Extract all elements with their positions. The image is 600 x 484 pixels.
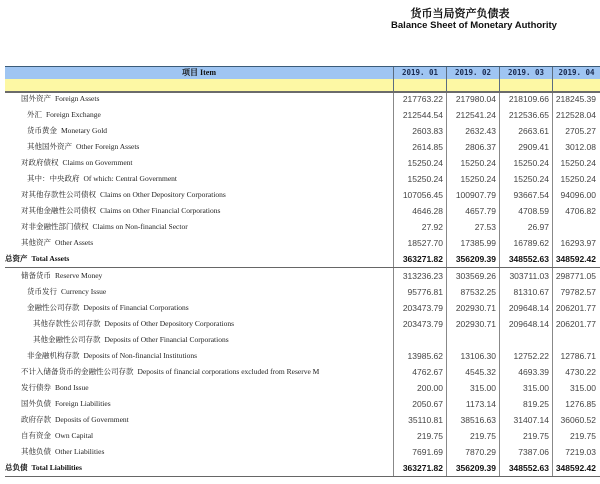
row-label-cn: 发行债券: [21, 383, 51, 392]
column-header-2019-02: [446, 67, 499, 91]
cell-value: 12752.22: [513, 351, 549, 361]
row-label-en: Claims on Other Depository Corporations: [100, 190, 226, 199]
row-label-en: Of which: Central Government: [83, 174, 178, 183]
table-row: [5, 123, 600, 139]
row-label-en: Currency Issue: [61, 287, 107, 296]
cell-value: 819.25: [523, 399, 549, 409]
row-label: [33, 316, 234, 332]
table-row: [5, 300, 600, 316]
row-label-en: Deposits of Government: [55, 415, 129, 424]
cell-value: 3012.08: [565, 142, 596, 152]
cell-value: 315.00: [523, 383, 549, 393]
row-label-en: Bond Issue: [55, 383, 89, 392]
cell-value: [393, 332, 443, 348]
cell-value: 12786.71: [560, 351, 596, 361]
row-label-cn: 对非金融性部门债权: [21, 222, 89, 231]
cell-value: [499, 332, 549, 348]
cell-value: 107056.45: [402, 190, 443, 200]
column-header-label: 2019. 02: [454, 68, 492, 77]
row-label-en: Deposits of Other Depository Corporations: [104, 319, 235, 328]
table-row: [5, 396, 600, 412]
row-label-cn: 储备货币: [21, 271, 51, 280]
row-label: [27, 139, 139, 155]
cell-value: 95776.81: [407, 287, 443, 297]
row-label: [21, 396, 111, 412]
cell-value: 303569.26: [455, 271, 496, 281]
cell-value: 1173.14: [465, 399, 496, 409]
cell-value: 2614.85: [412, 142, 443, 152]
cell-value: 81310.67: [513, 287, 549, 297]
row-label: [27, 107, 101, 123]
cell-value: 18527.70: [407, 238, 443, 248]
cell-value: 348592.42: [555, 254, 596, 264]
table-row: [5, 364, 600, 380]
cell-value: 212528.04: [555, 110, 596, 120]
cell-value: 93667.54: [513, 190, 549, 200]
row-label-cn: 自有资金: [21, 431, 51, 440]
row-label-cn: 其他存款性公司存款: [33, 319, 101, 328]
table-row: [5, 235, 600, 251]
table-row: [5, 348, 600, 364]
table-row: [5, 332, 600, 348]
table-row: [5, 428, 600, 444]
cell-value: 356209.39: [455, 463, 496, 473]
table-row: [5, 171, 600, 187]
row-label: [21, 380, 89, 396]
cell-value: 363271.82: [402, 463, 443, 473]
cell-value: 200.00: [417, 383, 443, 393]
cell-value: 7691.69: [412, 447, 443, 457]
row-label-en: Reserve Money: [55, 271, 103, 280]
column-header-label: 2019. 04: [558, 68, 595, 77]
cell-value: 15250.24: [407, 158, 443, 168]
cell-value: 1276.85: [565, 399, 596, 409]
row-label: [21, 444, 104, 460]
row-label-cn: 总负债: [5, 463, 28, 472]
row-label: [21, 187, 226, 203]
cell-value: [546, 332, 596, 348]
cell-value: 79782.57: [560, 287, 596, 297]
row-label-en: Deposits of Non-financial Institutions: [83, 351, 198, 360]
cell-value: 17385.99: [460, 238, 496, 248]
row-label: [27, 300, 189, 316]
row-label: [21, 155, 133, 171]
cell-value: 219.75: [470, 431, 496, 441]
cell-value: 27.92: [421, 222, 443, 232]
row-label-cn: 金融性公司存款: [27, 303, 80, 312]
row-label: [21, 219, 188, 235]
cell-value: 219.75: [523, 431, 549, 441]
column-header-label: 2019. 03: [507, 68, 545, 77]
cell-value: 206201.77: [555, 303, 596, 313]
cell-value: 315.00: [570, 383, 596, 393]
cell-value: 217763.22: [402, 94, 443, 104]
cell-value: 94096.00: [560, 190, 596, 200]
cell-value: 4693.39: [518, 367, 549, 377]
row-label-cn: 对其他金融性公司债权: [21, 206, 96, 215]
row-label-en: Other Assets: [55, 238, 94, 247]
cell-value: 212541.24: [455, 110, 496, 120]
row-label-cn: 不计入储备货币的金融性公司存款: [21, 367, 134, 376]
row-label-cn: 货币发行: [27, 287, 57, 296]
cell-value: 206201.77: [555, 319, 596, 329]
row-label: [21, 91, 99, 107]
row-label: [21, 235, 93, 251]
cell-value: 35110.81: [408, 415, 443, 425]
row-label-cn: 其他资产: [21, 238, 51, 247]
row-label: [27, 171, 177, 187]
cell-value: 202930.71: [455, 319, 496, 329]
cell-value: 348552.63: [508, 463, 549, 473]
row-label-en: Deposits of Other Financial Corporations: [104, 335, 229, 344]
cell-value: 4545.32: [465, 367, 496, 377]
row-label-en: Total Assets: [31, 254, 70, 263]
column-header-2019-01: [393, 67, 446, 91]
cell-value: 4706.82: [565, 206, 596, 216]
cell-value: 15250.24: [560, 174, 596, 184]
row-label-en: Foreign Exchange: [46, 110, 101, 119]
cell-value: 7870.29: [465, 447, 496, 457]
row-label-cn: 其中：中央政府: [27, 174, 80, 183]
cell-value: 15250.24: [460, 174, 496, 184]
row-label-en: Deposits of financial corporations excluded from Reserve M: [137, 367, 320, 376]
cell-value: 2050.67: [412, 399, 443, 409]
column-header-2019-03: [499, 67, 552, 91]
row-label-cn: 对政府债权: [21, 158, 59, 167]
cell-value: 203473.79: [402, 303, 443, 313]
cell-value: 356209.39: [455, 254, 496, 264]
cell-value: 2705.27: [565, 126, 596, 136]
cell-value: [546, 219, 596, 235]
row-label: [21, 412, 129, 428]
cell-value: 363271.82: [402, 254, 443, 264]
cell-value: 209648.14: [508, 319, 549, 329]
page-title-cn: 货币当局资产负债表: [410, 7, 510, 20]
assets-liabilities-divider: [5, 267, 600, 268]
row-label-cn: 政府存款: [21, 415, 51, 424]
table-row: [5, 316, 600, 332]
cell-value: 15250.24: [513, 174, 549, 184]
row-label-cn: 总资产: [5, 254, 28, 263]
cell-value: 2909.41: [518, 142, 549, 152]
row-label-en: Deposits of Financial Corporations: [83, 303, 189, 312]
cell-value: 218245.39: [555, 94, 596, 104]
cell-value: 313236.23: [402, 271, 443, 281]
cell-value: 218109.66: [508, 94, 549, 104]
row-label-cn: 外汇: [27, 110, 42, 119]
cell-value: 348592.42: [555, 463, 596, 473]
cell-value: 202930.71: [455, 303, 496, 313]
cell-value: 100907.79: [455, 190, 496, 200]
page-title-en: Balance Sheet of Monetary Authority: [391, 20, 557, 31]
cell-value: 2663.61: [518, 126, 549, 136]
row-label-cn: 国外资产: [21, 94, 51, 103]
cell-value: 31407.14: [513, 415, 549, 425]
cell-value: 36060.52: [560, 415, 596, 425]
cell-value: 26.97: [527, 222, 549, 232]
table-row: [5, 251, 600, 267]
cell-value: 15250.24: [560, 158, 596, 168]
cell-value: 4708.59: [518, 206, 549, 216]
table-row: [5, 203, 600, 219]
row-label-en: Other Foreign Assets: [76, 142, 140, 151]
cell-value: 2806.37: [465, 142, 496, 152]
table-row: [5, 380, 600, 396]
table-row: [5, 284, 600, 300]
cell-value: 209648.14: [508, 303, 549, 313]
cell-value: 2603.83: [412, 126, 443, 136]
cell-value: 219.75: [417, 431, 443, 441]
row-label-en: Monetary Gold: [61, 126, 108, 135]
row-label-cn: 其他国外资产: [27, 142, 72, 151]
cell-value: 203473.79: [402, 319, 443, 329]
row-label: [27, 348, 197, 364]
column-header-label: 2019. 01: [401, 68, 439, 77]
cell-value: 298771.05: [555, 271, 596, 281]
cell-value: 4730.22: [565, 367, 596, 377]
cell-value: 4646.28: [412, 206, 443, 216]
row-label-en: Own Capital: [55, 431, 94, 440]
row-label: [5, 460, 82, 476]
row-label-cn: 货币黄金: [27, 126, 57, 135]
row-label: [5, 251, 69, 267]
cell-value: 315.00: [470, 383, 496, 393]
cell-value: 15250.24: [407, 174, 443, 184]
cell-value: 303711.03: [509, 271, 549, 281]
row-label: [21, 428, 93, 444]
table-row: [5, 268, 600, 284]
cell-value: 7387.06: [518, 447, 549, 457]
cell-value: 212536.65: [508, 110, 549, 120]
cell-value: 13106.30: [460, 351, 496, 361]
cell-value: 7219.03: [565, 447, 596, 457]
table-row: [5, 219, 600, 235]
cell-value: 212544.54: [402, 110, 443, 120]
cell-value: 13985.62: [407, 351, 443, 361]
row-label: [21, 268, 102, 284]
row-label: [33, 332, 229, 348]
row-label-cn: 其他负债: [21, 447, 51, 456]
row-label-cn: 其他金融性公司存款: [33, 335, 101, 344]
row-label-en: Foreign Liabilities: [55, 399, 111, 408]
row-label: [27, 284, 106, 300]
cell-value: 4657.79: [465, 206, 496, 216]
row-label: [21, 364, 319, 380]
cell-value: 348552.63: [508, 254, 549, 264]
row-label-en: Other Liabilities: [55, 447, 105, 456]
row-label-cn: 国外负债: [21, 399, 51, 408]
cell-value: 2632.43: [465, 126, 496, 136]
column-header-item: 项目 Item: [182, 68, 216, 77]
row-label: [21, 203, 220, 219]
cell-value: [446, 332, 496, 348]
row-label-en: Claims on Other Financial Corporations: [100, 206, 221, 215]
row-label-en: Foreign Assets: [55, 94, 100, 103]
cell-value: 38516.63: [460, 415, 496, 425]
table-row: [5, 444, 600, 460]
row-label-cn: 对其他存款性公司债权: [21, 190, 96, 199]
cell-value: 16789.62: [513, 238, 549, 248]
cell-value: 219.75: [570, 431, 596, 441]
table-bottom-border: [5, 476, 600, 477]
row-label-en: Claims on Government: [62, 158, 133, 167]
table-row: [5, 412, 600, 428]
row-label: [27, 123, 107, 139]
cell-value: 217980.04: [455, 94, 496, 104]
cell-value: 16293.97: [560, 238, 596, 248]
cell-value: 15250.24: [513, 158, 549, 168]
table-row: [5, 187, 600, 203]
cell-value: 15250.24: [460, 158, 496, 168]
table-row: [5, 460, 600, 476]
column-header-2019-04: [552, 67, 600, 91]
table-row: [5, 107, 600, 123]
row-label-en: Total Liabilities: [31, 463, 82, 472]
table-row: [5, 91, 600, 107]
row-label-en: Claims on Non-financial Sector: [92, 222, 188, 231]
cell-value: 87532.25: [460, 287, 496, 297]
cell-value: 4762.67: [412, 367, 443, 377]
table-row: [5, 155, 600, 171]
cell-value: 27.53: [474, 222, 496, 232]
table-row: [5, 139, 600, 155]
row-label-cn: 非金融机构存款: [27, 351, 80, 360]
